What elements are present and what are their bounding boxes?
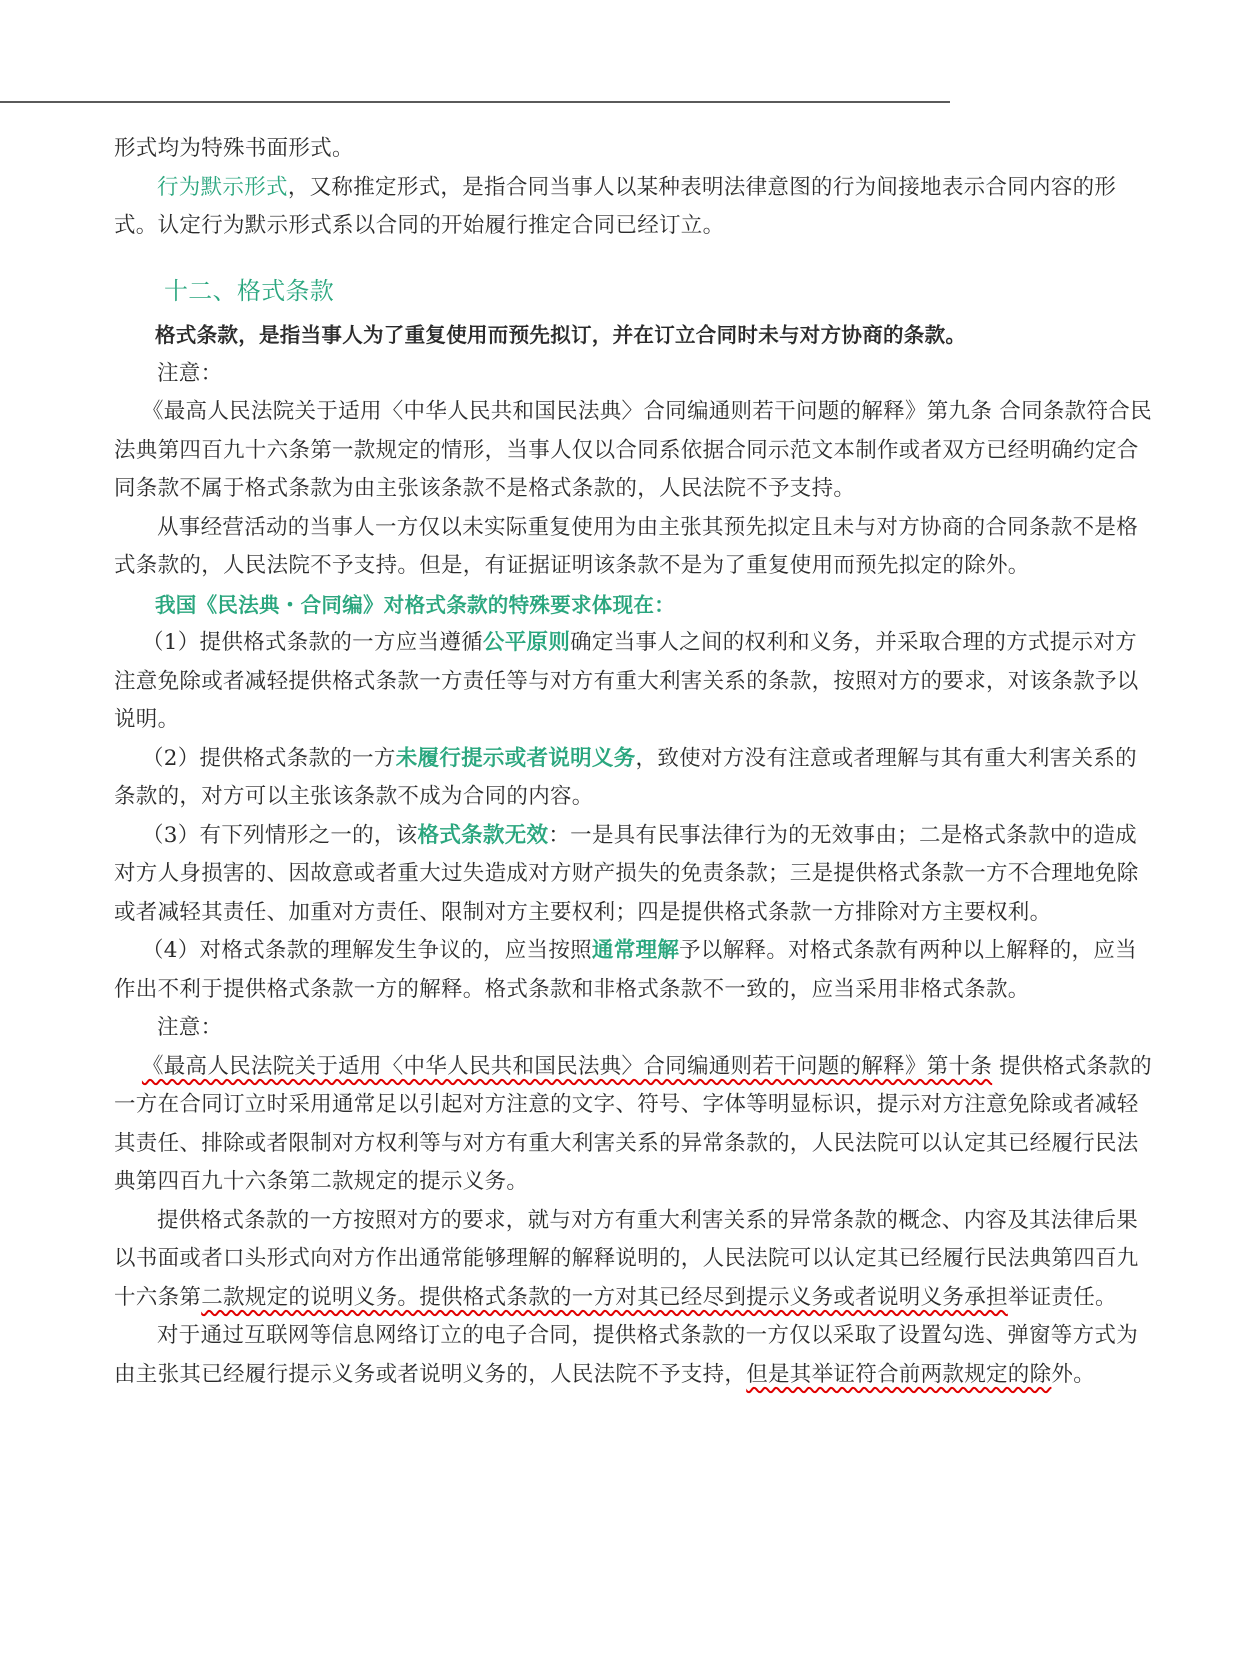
item-text: （3）有下列情形之一的，该 — [141, 822, 418, 848]
note1-paragraph-2: 从事经营活动的当事人一方仅以未实际重复使用为由主张其预先拟定且未与对方协商的合同条款不是格式条款的，人民法院不予支持。但是，有证据证明该条款不是为了重复使用而预先拟定的除外。 — [114, 514, 1139, 578]
item-text: （4）对格式条款的理解发生争议的，应当按照 — [141, 938, 592, 963]
underlined-passage: 二款规定的说明义务。提供格式条款的一方对其已经尽到提示义务或者说明义务承担 — [201, 1284, 1008, 1310]
paragraph-implied-form — [114, 169, 1154, 246]
term-implied-form: 行为默示形式 — [157, 174, 288, 200]
note1-paragraph-1: 《最高人民法院关于适用〈中华人民共和国民法典〉合同编通则若干问题的解释》第九条 合同条款符合民法典第四百九十六条第一款规定的情形，当事人仅以合同系依据合同示范文本制作或者双方已经明确约定合同条款不属于格式条款为由主张该条款不是格式条款的，人民法院不予支持。 — [114, 399, 1152, 501]
note2-paragraph-1 — [114, 1048, 1154, 1202]
term-invalid: 格式条款无效 — [417, 822, 549, 848]
item-text: ：一是具有民事法律行为的无效事由；二是格式条款中的造成对方人身损害的、因故意或者重大过失造成对方财产损失的免责条款；三是提供格式条款一方不合理地免除或者减轻其责任、加重对方责任、限制对方主要权利；四是提供格式条款一方排除对方主要权利。 — [114, 822, 1139, 925]
note-label-2: 注意： — [157, 1015, 223, 1040]
item-text: 予以解释。对格式条款有两种以上解释的，应当作出不利于提供格式条款一方的解释。格式条款和非格式条款不一致的，应当采用非格式条款。 — [114, 938, 1137, 1002]
term-common-understanding: 通常理解 — [591, 938, 680, 963]
special-requirements-heading: 我国《民法典・合同编》对格式条款的特殊要求体现在： — [155, 592, 675, 617]
item-text: ，致使对方没有注意或者理解与其有重大利害关系的条款的，对方可以主张该条款不成为合同的内容。 — [114, 745, 1137, 809]
paragraph-text: 提供格式条款的一方在合同订立时采用通常足以引起对方注意的文字、符号、字体等明显标识，提示对方注意免除或者减轻其责任、排除或者限制对方权利等与对方有重大利害关系的异常条款的，人民法院可以认定其已经履行民法典第四百九十六条第二款规定的提示义务。 — [114, 1053, 1152, 1194]
paragraph-text: 提供格式条款的一方按照对方的要求，就与对方有重大利害关系的异常条款的概念、内容及其法律后果以书面或者口头形式向对方作出通常能够理解的解释说明的，人民法院可以认定其已经履行民法典第四百九十六条第 — [114, 1207, 1139, 1310]
paragraph-text: 对于通过互联网等信息网络订立的电子合同，提供格式条款的一方仅以采取了设置勾选、弹窗等方式为由主张其已经履行提示义务或者说明义务的，人民法院不予支持， — [114, 1323, 1139, 1387]
paragraph-text: ，又称推定形式，是指合同当事人以某种表明法律意图的行为间接地表示合同内容的形式。认定行为默示形式系以合同的开始履行推定合同已经订立。 — [114, 174, 1117, 238]
underlined-passage: 但是其举证符合前两款规定的除 — [746, 1361, 1052, 1387]
note2-paragraph-2 — [114, 1202, 1154, 1318]
list-item-1 — [114, 624, 1154, 740]
paragraph-text: 外。 — [1051, 1361, 1096, 1387]
item-text: （1）提供格式条款的一方应当遵循 — [141, 630, 483, 655]
section-heading: 十二、格式条款 — [164, 276, 335, 305]
term-duty: 未履行提示或者说明义务 — [395, 745, 636, 771]
header-rule — [0, 101, 950, 103]
note-label-1: 注意： — [157, 360, 223, 386]
underlined-citation: 《最高人民法院关于适用〈中华人民共和国民法典〉合同编通则若干问题的解释》第十条 — [141, 1053, 993, 1079]
term-fairness: 公平原则 — [482, 630, 571, 655]
paragraph-continued: 形式均为特殊书面形式。 — [114, 136, 354, 161]
list-item-2 — [114, 740, 1154, 817]
list-item-3 — [114, 817, 1154, 933]
item-text: （2）提供格式条款的一方 — [141, 745, 396, 771]
paragraph-text: 举证责任。 — [1007, 1284, 1117, 1310]
note2-paragraph-3 — [114, 1317, 1154, 1394]
document-page — [114, 130, 1154, 1394]
item-text: 确定当事人之间的权利和义务，并采取合理的方式提示对方注意免除或者减轻提供格式条款一方责任等与对方有重大利害关系的条款，按照对方的要求，对该条款予以说明。 — [114, 630, 1139, 732]
definition-text: 格式条款，是指当事人为了重复使用而预先拟订，并在订立合同时未与对方协商的条款。 — [155, 323, 967, 347]
list-item-4 — [114, 932, 1154, 1009]
